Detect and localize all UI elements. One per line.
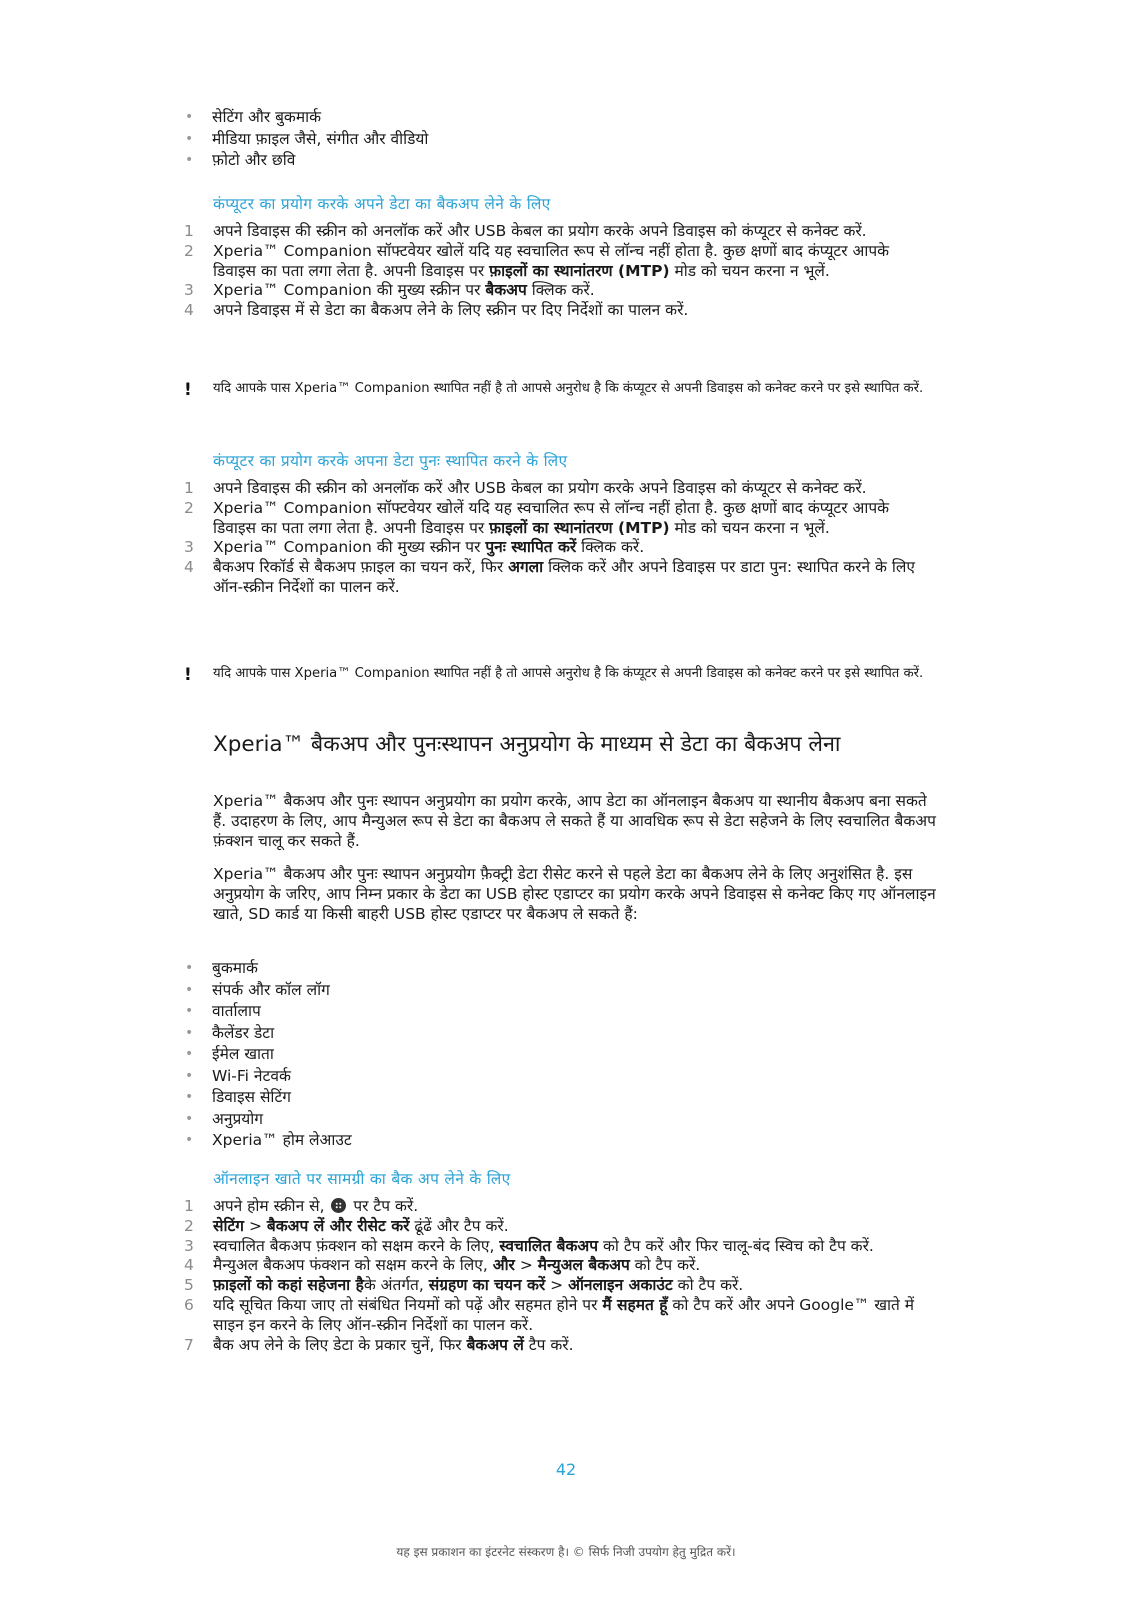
step-number: 2 — [184, 241, 194, 260]
section-paragraph: Xperia™ बैकअप और पुनः स्थापन अनुप्रयोग फ़ैक्ट्री डेटा रीसेट करने से पहले डेटा का बैकअप लेने के लिए अनुशंसित है. इस अनुप्रयोग के जरिए, आप निम्न प्रकार के डेटा का USB होस्ट एडाप्टर का प्रयोग करके अपने डिवाइस से कनेक्ट किए गए ऑनलाइन खाते, SD कार्ड या किसी बाहरी USB होस्ट एडाप्टर पर बैकअप ले सकते हैं: — [213, 865, 936, 923]
warning-icon: ! — [184, 665, 192, 685]
backup-pc-note — [184, 380, 944, 398]
list-item: • Wi-Fi नेटवर्क — [184, 1066, 352, 1088]
step-item — [184, 1336, 934, 1356]
step-item — [184, 479, 934, 499]
list-item: • अनुप्रयोग — [184, 1109, 352, 1131]
step-number: 1 — [184, 222, 194, 240]
top-bullet-list — [184, 107, 428, 172]
step-text: को टैप करें. — [672, 1276, 744, 1295]
list-item: • सेटिंग और बुकमार्क — [184, 107, 428, 129]
step-text: टैप करें. — [523, 1335, 574, 1354]
step-number: 6 — [184, 1295, 194, 1314]
restore-pc-note — [184, 665, 944, 683]
list-item: • ईमेल खाता — [184, 1044, 352, 1066]
step-number: 3 — [184, 281, 194, 300]
step-item — [184, 558, 934, 598]
warning-icon: ! — [184, 380, 192, 400]
step-text: स्वचालित बैकअप फ़ंक्शन को सक्षम करने के लिए, — [213, 1236, 500, 1255]
step-item — [184, 1256, 934, 1276]
step-text: Xperia™ Companion सॉफ्टवेयर खोलें यदि यह स्वचालित रूप से लॉन्च नहीं होता है. कुछ क्षणों बाद कंप्यूटर आपके डिवाइस का पता लगा लेता है. अपनी डिवाइस पर — [213, 498, 890, 537]
backup-pc-steps — [184, 222, 934, 321]
step-bold: सेटिंग — [213, 1216, 245, 1235]
separator: > — [248, 1216, 262, 1235]
step-bold: फ़ाइलों को कहां सहेजना है — [213, 1276, 364, 1295]
step-item — [184, 222, 934, 242]
step-number: 3 — [184, 538, 194, 557]
separator: > — [550, 1276, 564, 1295]
note-text: यदि आपके पास Xperia™ Companion स्थापित नहीं है तो आपसे अनुरोध है कि कंप्यूटर से अपनी डिवाइस को कनेक्ट करने पर इसे स्थापित करें. — [213, 666, 924, 681]
note-text: यदि आपके पास Xperia™ Companion स्थापित नहीं है तो आपसे अनुरोध है कि कंप्यूटर से अपनी डिवाइस को कनेक्ट करने पर इसे स्थापित करें. — [213, 381, 924, 396]
step-number: 4 — [184, 301, 194, 320]
step-number: 3 — [184, 1236, 194, 1255]
step-number: 1 — [184, 1197, 194, 1215]
step-text: अपने डिवाइस की स्क्रीन को अनलॉक करें और USB केबल का प्रयोग करके अपने डिवाइस को कंप्यूटर से कनेक्ट करें. — [213, 479, 867, 497]
step-text: अपने होम स्क्रीन से, — [213, 1197, 330, 1215]
step-item — [184, 1276, 934, 1296]
step-item — [184, 281, 934, 301]
step-bold: और — [492, 1256, 515, 1275]
step-text: अपने डिवाइस की स्क्रीन को अनलॉक करें और USB केबल का प्रयोग करके अपने डिवाइस को कंप्यूटर से कनेक्ट करें. — [213, 222, 867, 240]
restore-pc-heading: कंप्यूटर का प्रयोग करके अपना डेटा पुनः स्थापित करने के लिए — [213, 452, 568, 470]
step-text: ढूंढें और टैप करें. — [409, 1216, 509, 1235]
step-number: 4 — [184, 1256, 194, 1275]
step-text: Xperia™ Companion की मुख्य स्क्रीन पर — [213, 281, 486, 300]
list-item: • डिवाइस सेटिंग — [184, 1087, 352, 1109]
list-item: • फ़ोटो और छवि — [184, 150, 428, 172]
step-text: मैन्युअल बैकअप फंक्शन को सक्षम करने के लिए, — [213, 1256, 493, 1275]
step-number: 2 — [184, 1216, 194, 1235]
step-number: 1 — [184, 479, 194, 497]
step-bold: फ़ाइलों का स्थानांतरण (MTP) — [489, 261, 670, 280]
online-backup-heading: ऑनलाइन खाते पर सामग्री का बैक अप लेने के लिए — [213, 1170, 511, 1188]
online-backup-steps — [184, 1197, 934, 1355]
step-bold: बैकअप लें और रीसेट करें — [266, 1216, 410, 1235]
section-title: Xperia™ बैकअप और पुनःस्थापन अनुप्रयोग के माध्यम से डेटा का बैकअप लेना — [213, 732, 841, 757]
step-text: क्लिक करें. — [526, 281, 595, 300]
step-text: के अंतर्गत, — [363, 1276, 429, 1295]
list-item: • कैलेंडर डेटा — [184, 1023, 352, 1045]
step-number: 4 — [184, 558, 194, 577]
step-bold: मैन्युअल बैकअप — [537, 1256, 630, 1275]
list-item: • बुकमार्क — [184, 958, 352, 980]
section-paragraph: Xperia™ बैकअप और पुनः स्थापन अनुप्रयोग का प्रयोग करके, आप डेटा का ऑनलाइन बैकअप या स्थानीय बैकअप बना सकते हैं. उदाहरण के लिए, आप मैन्युअल रूप से डेटा का बैकअप ले सकते हैं या आवधिक रूप से डेटा सहेजने के लिए स्वचालित बैकअप फ़ंक्शन चालू कर सकते हैं. — [213, 792, 936, 850]
separator: > — [519, 1256, 533, 1275]
step-bold: स्वचालित बैकअप — [499, 1236, 599, 1255]
step-text: Xperia™ Companion सॉफ्टवेयर खोलें यदि यह स्वचालित रूप से लॉन्च नहीं होता है. कुछ क्षणों बाद कंप्यूटर आपके डिवाइस का पता लगा लेता है. अपनी डिवाइस पर — [213, 241, 890, 280]
step-bold: फ़ाइलों का स्थानांतरण (MTP) — [489, 518, 670, 537]
backup-types-list — [184, 958, 352, 1152]
step-item — [184, 499, 934, 539]
step-bold: मैं सहमत हूँ — [602, 1295, 668, 1314]
step-text: बैकअप रिकॉर्ड से बैकअप फ़ाइल का चयन करें, फिर — [213, 558, 509, 577]
step-bold: संग्रहण का चयन करें — [428, 1276, 546, 1295]
step-item — [184, 1197, 934, 1217]
list-item: • वार्तालाप — [184, 1001, 352, 1023]
step-item — [184, 1237, 934, 1257]
step-text: पर टैप करें. — [348, 1197, 419, 1215]
step-item — [184, 1296, 934, 1336]
step-text: बैक अप लेने के लिए डेटा के प्रकार चुनें, फिर — [213, 1335, 467, 1354]
step-item — [184, 1217, 934, 1237]
step-item — [184, 538, 934, 558]
step-item — [184, 301, 934, 321]
step-text: को टैप करें और फिर चालू-बंद स्विच को टैप करें. — [598, 1236, 874, 1255]
backup-pc-heading: कंप्यूटर का प्रयोग करके अपने डेटा का बैकअप लेने के लिए — [213, 195, 551, 213]
step-text: को टैप करें. — [629, 1256, 701, 1275]
step-number: 5 — [184, 1276, 194, 1295]
step-text: अपने डिवाइस में से डेटा का बैकअप लेने के लिए स्क्रीन पर दिए निर्देशों का पालन करें. — [213, 301, 689, 320]
step-text: क्लिक करें. — [576, 538, 645, 557]
list-item: • संपर्क और कॉल लॉग — [184, 980, 352, 1002]
step-bold: पुनः स्थापित करें — [485, 538, 577, 557]
page-footer: यह इस प्रकाशन का इंटरनेट संस्करण है। © सिर्फ निजी उपयोग हेतु मुद्रित करें। — [396, 1545, 736, 1559]
step-number: 7 — [184, 1335, 194, 1354]
step-bold: अगला — [508, 558, 544, 577]
step-text: मोड को चयन करना न भूलें. — [669, 261, 830, 280]
restore-pc-steps — [184, 479, 934, 598]
list-item: • Xperia™ होम लेआउट — [184, 1130, 352, 1152]
step-bold: बैकअप लें — [466, 1335, 524, 1354]
step-bold: बैकअप — [485, 281, 527, 300]
step-text: क्लिक करें और अपने डिवाइस पर डाटा पुन: स्थापित करने के लिए ऑन-स्क्रीन निर्देशों का पालन करें. — [213, 558, 915, 596]
step-bold: ऑनलाइन अकाउंट — [568, 1276, 673, 1295]
step-text: Xperia™ Companion की मुख्य स्क्रीन पर — [213, 538, 486, 557]
step-item — [184, 242, 934, 282]
step-text: मोड को चयन करना न भूलें. — [669, 518, 830, 537]
list-item: • मीडिया फ़ाइल जैसे, संगीत और वीडियो — [184, 129, 428, 151]
step-number: 2 — [184, 498, 194, 517]
page-number: 42 — [555, 1460, 577, 1479]
step-text: को टैप करें और अपने Google™ खाते में साइन इन करने के लिए ऑन-स्क्रीन निर्देशों का पालन करें. — [213, 1295, 915, 1334]
apps-grid-icon — [331, 1198, 346, 1213]
step-text: यदि सूचित किया जाए तो संबंधित नियमों को पढ़ें और सहमत होने पर — [213, 1295, 603, 1314]
